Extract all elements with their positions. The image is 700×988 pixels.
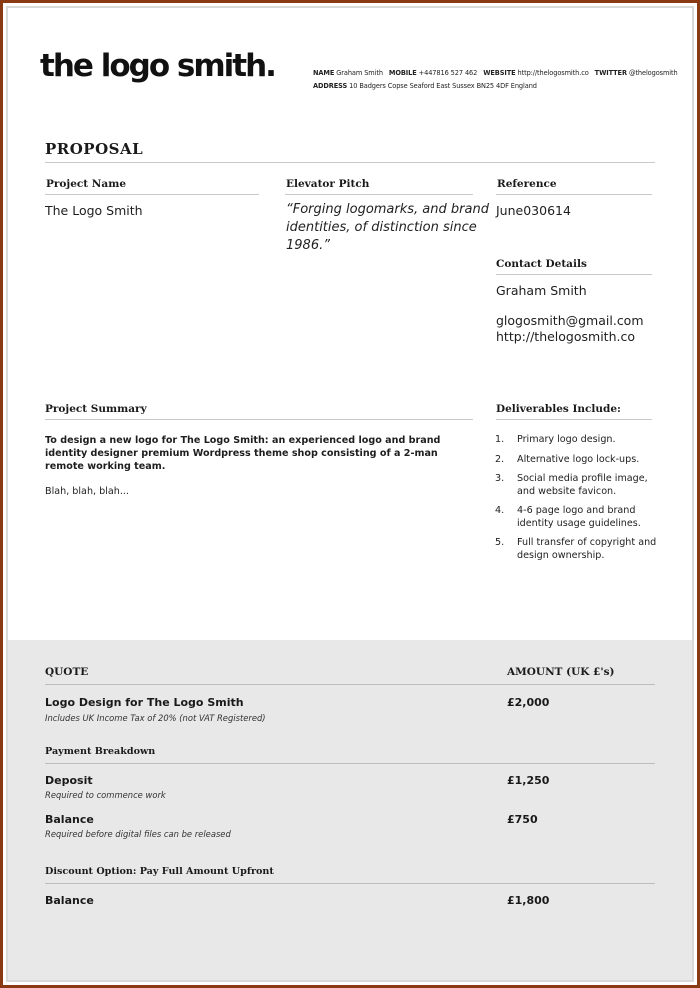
list-item — [495, 505, 665, 530]
project-name-label: Project Name — [46, 178, 127, 190]
contact-address-value: 10 Badgers Copse Seaford East Sussex BN25 4DF England — [349, 82, 537, 90]
deliverables-label: Deliverables Include: — [496, 403, 621, 415]
list-item-number: 2. — [495, 453, 505, 465]
list-item-number: 5. — [495, 537, 505, 548]
breakdown-divider — [45, 763, 655, 764]
contact-twitter-value: @thelogosmith — [628, 69, 678, 77]
deliverables-list — [495, 434, 665, 569]
contact-details-divider — [496, 274, 652, 275]
list-item-number: 4. — [495, 505, 505, 516]
summary-text: To design a new logo for The Logo Smith: an experienced logo and brand identity designer premium Wordpress theme shop consisting of a 2-man remote working team. — [45, 435, 441, 472]
contact-details-email[interactable]: glogosmith@gmail.com — [496, 313, 644, 328]
list-item — [495, 473, 665, 498]
deposit-note: Required to commence work — [45, 790, 166, 800]
pitch-label: Elevator Pitch — [286, 178, 370, 190]
project-name-value: The Logo Smith — [45, 203, 143, 218]
contact-address-label: ADDRESS — [313, 82, 348, 90]
list-item — [495, 537, 665, 562]
brand-logo: the logo smith. — [40, 48, 275, 84]
list-item-text: Primary logo design. — [517, 434, 616, 445]
list-item — [495, 454, 665, 467]
reference-divider — [496, 194, 652, 195]
quote-label: QUOTE — [45, 666, 89, 678]
discount-divider — [45, 883, 655, 884]
contact-website-label: WEBSITE — [483, 69, 516, 77]
deliverables-divider — [496, 419, 652, 420]
list-item-text: Full transfer of copyright and design ownership. — [517, 537, 657, 561]
balance-amount: £750 — [507, 813, 538, 826]
quote-main-note: Includes UK Income Tax of 20% (not VAT Registered) — [45, 713, 266, 723]
balance-note: Required before digital files can be released — [45, 829, 231, 839]
deposit-label: Deposit — [45, 774, 93, 787]
contact-mobile-value: +447816 527 462 — [418, 69, 478, 77]
contact-mobile-label: MOBILE — [388, 69, 417, 77]
summary-divider — [45, 419, 473, 420]
contact-name-value: Graham Smith — [336, 69, 383, 77]
contact-details-label: Contact Details — [496, 258, 587, 270]
quote-divider — [45, 684, 655, 685]
quote-main-item: Logo Design for The Logo Smith — [45, 696, 244, 709]
contact-line-2 — [313, 82, 537, 90]
pitch-divider — [285, 194, 473, 195]
project-name-divider — [45, 194, 259, 195]
list-item-number: 1. — [495, 434, 505, 445]
title-divider — [45, 162, 655, 163]
payment-breakdown-label: Payment Breakdown — [45, 746, 156, 757]
discount-option-label: Discount Option: Pay Full Amount Upfront — [45, 866, 274, 877]
pitch-text: “Forging logomarks, and brand identities, of distinction since 1986.” — [286, 202, 489, 253]
contact-name-label: NAME — [313, 69, 335, 77]
list-item-text: 4-6 page logo and brand identity usage guidelines. — [517, 505, 641, 529]
discount-balance-amount: £1,800 — [507, 894, 550, 907]
summary-filler: Blah, blah, blah... — [45, 486, 129, 497]
page-title: PROPOSAL — [45, 140, 144, 158]
amount-label: AMOUNT (UK £'s) — [507, 666, 615, 678]
reference-label: Reference — [497, 178, 557, 190]
reference-value: June030614 — [496, 203, 571, 218]
contact-website-value: http://thelogosmith.co — [517, 69, 589, 77]
proposal-document — [8, 8, 692, 980]
discount-balance-label: Balance — [45, 894, 94, 907]
balance-label: Balance — [45, 813, 94, 826]
quote-panel — [8, 640, 692, 980]
list-item — [495, 434, 665, 447]
summary-label: Project Summary — [45, 403, 147, 415]
quote-main-amount: £2,000 — [507, 696, 550, 709]
deposit-amount: £1,250 — [507, 774, 550, 787]
contact-details-name: Graham Smith — [496, 283, 587, 298]
list-item-text: Alternative logo lock-ups. — [517, 453, 640, 465]
contact-line-1 — [313, 69, 678, 77]
list-item-text: Social media profile image, and website favicon. — [517, 473, 648, 497]
list-item-number: 3. — [495, 473, 505, 484]
contact-details-website[interactable]: http://thelogosmith.co — [496, 329, 635, 344]
contact-twitter-label: TWITTER — [594, 69, 627, 77]
